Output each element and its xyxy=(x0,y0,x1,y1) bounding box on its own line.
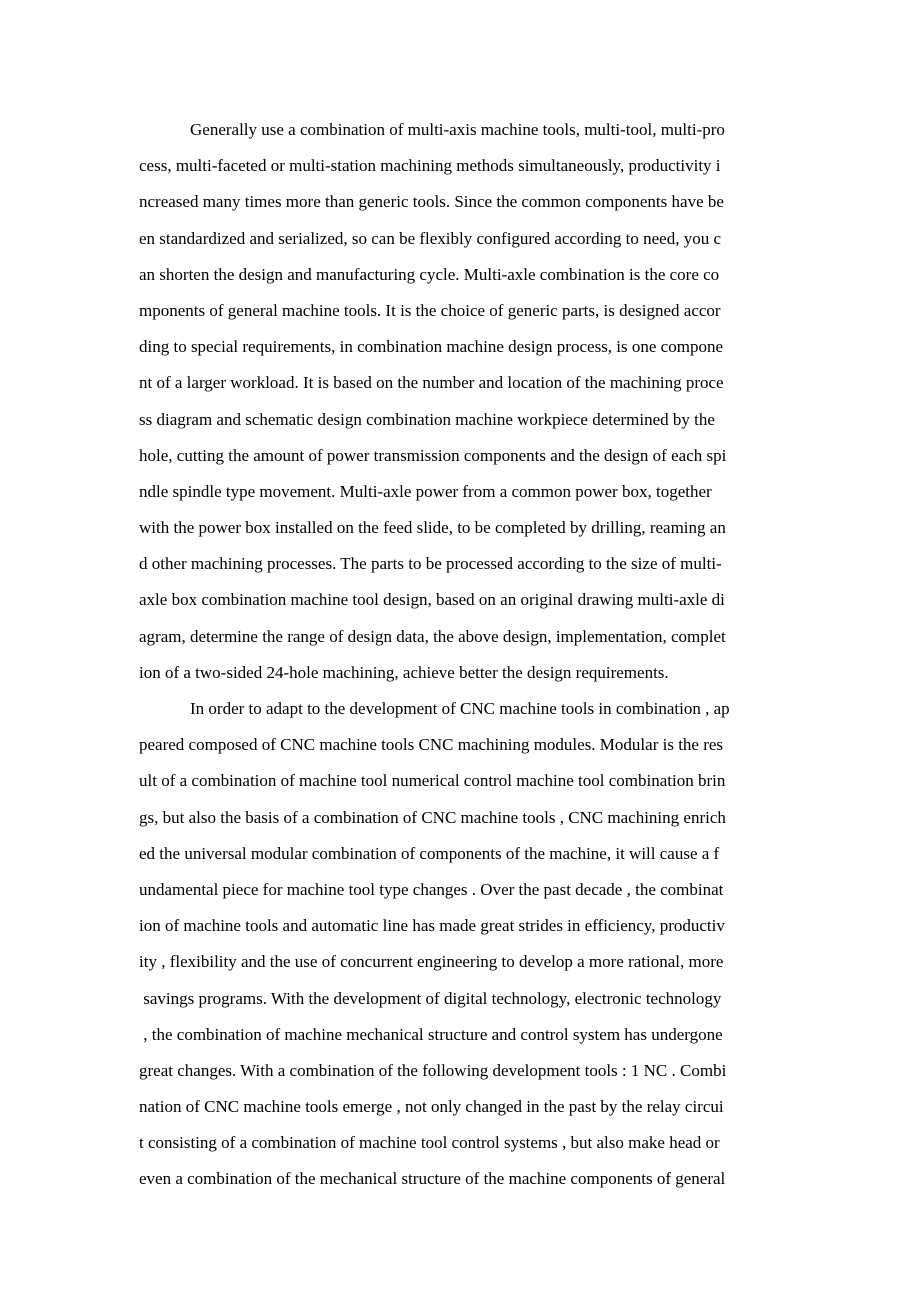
text-line: ity , flexibility and the use of concurrent engineering to develop a more rational, more xyxy=(139,952,724,972)
text-line: great changes. With a combination of the following development tools : 1 NC . Combi xyxy=(139,1060,727,1080)
text-line: an shorten the design and manufacturing cycle. Multi-axle combination is the core co xyxy=(139,264,720,284)
paragraph-2 xyxy=(139,691,789,1198)
text-line: t consisting of a combination of machine tool control systems , but also make head or xyxy=(139,1133,720,1153)
text-line: In order to adapt to the development of CNC machine tools in combination , ap xyxy=(190,699,730,718)
text-line: nt of a larger workload. It is based on the number and location of the machining proce xyxy=(139,373,724,393)
text-line: with the power box installed on the feed slide, to be completed by drilling, reaming an xyxy=(139,518,726,538)
text-line: ncreased many times more than generic tools. Since the common components have be xyxy=(139,192,724,212)
text-line: undamental piece for machine tool type changes . Over the past decade , the combinat xyxy=(139,879,724,899)
text-line: hole, cutting the amount of power transmission components and the design of each spi xyxy=(139,445,727,465)
text-line: , the combination of machine mechanical structure and control system has undergone xyxy=(139,1024,723,1044)
text-line: ion of a two-sided 24-hole machining, achieve better the design requirements. xyxy=(139,662,669,682)
text-line: nation of CNC machine tools emerge , not only changed in the past by the relay circui xyxy=(139,1097,724,1117)
text-line: Generally use a combination of multi-axis machine tools, multi-tool, multi-pro xyxy=(190,120,725,139)
text-line: mponents of general machine tools. It is the choice of generic parts, is designed accor xyxy=(139,300,721,320)
text-line: en standardized and serialized, so can be flexibly configured according to need, you c xyxy=(139,228,722,248)
paragraph-1 xyxy=(139,112,789,691)
text-line: agram, determine the range of design data, the above design, implementation, complet xyxy=(139,626,726,646)
text-line: ion of machine tools and automatic line has made great strides in efficiency, productiv xyxy=(139,916,725,936)
text-line: savings programs. With the development of digital technology, electronic technology xyxy=(139,988,722,1008)
text-line: ss diagram and schematic design combination machine workpiece determined by the xyxy=(139,409,715,429)
text-line: peared composed of CNC machine tools CNC machining modules. Modular is the res xyxy=(139,735,724,755)
text-line: d other machining processes. The parts to be processed according to the size of multi- xyxy=(139,554,722,574)
text-line: ndle spindle type movement. Multi-axle power from a common power box, together xyxy=(139,481,712,501)
text-line: even a combination of the mechanical structure of the machine components of general xyxy=(139,1169,726,1189)
body-text xyxy=(139,112,789,1198)
text-line: gs, but also the basis of a combination of CNC machine tools , CNC machining enrich xyxy=(139,807,726,827)
text-line: ed the universal modular combination of components of the machine, it will cause a f xyxy=(139,843,720,863)
text-line: axle box combination machine tool design, based on an original drawing multi-axle di xyxy=(139,590,725,610)
text-line: ult of a combination of machine tool numerical control machine tool combination brin xyxy=(139,771,726,791)
text-line: cess, multi-faceted or multi-station machining methods simultaneously, productivity i xyxy=(139,156,721,176)
text-line: ding to special requirements, in combination machine design process, is one compone xyxy=(139,337,723,357)
